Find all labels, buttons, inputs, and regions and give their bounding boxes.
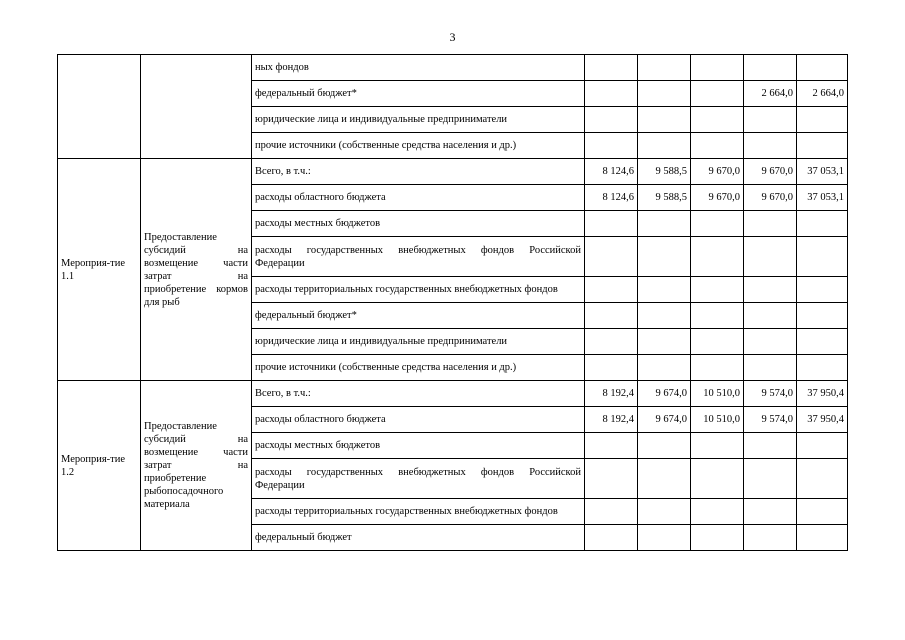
amount-cell: [585, 277, 638, 303]
amount-cell: [638, 433, 691, 459]
amount-cell: [744, 133, 797, 159]
event-cell-text: Мероприя-тие 1.1: [61, 257, 126, 282]
amount-cell: [638, 237, 691, 277]
table-row: [58, 381, 848, 407]
description-cell-text: Предоставление субсидий на возмещение части затрат на приобретение кормов для рыб: [144, 231, 248, 308]
amount-cell: 9 574,0: [744, 381, 797, 407]
amount-cell: [585, 499, 638, 525]
amount-cell: 9 588,5: [638, 185, 691, 211]
amount-cell: 37 053,1: [797, 185, 848, 211]
amount-cell: 10 510,0: [691, 407, 744, 433]
amount-cell: [797, 355, 848, 381]
amount-cell: [638, 107, 691, 133]
funding-source-cell: Всего, в т.ч.:: [252, 381, 585, 407]
amount-cell: [585, 237, 638, 277]
event-cell-text: Мероприя-тие 1.2: [61, 453, 126, 478]
funding-source-cell: расходы областного бюджета: [252, 185, 585, 211]
carryover-description-cell: [141, 55, 252, 159]
amount-cell: [691, 329, 744, 355]
financing-table: [57, 54, 848, 551]
amount-cell: [691, 133, 744, 159]
amount-cell: [638, 355, 691, 381]
funding-source-cell: расходы территориальных государственных внебюджетных фондов: [252, 499, 585, 525]
funding-source-cell: Всего, в т.ч.:: [252, 159, 585, 185]
amount-cell: 9 574,0: [744, 407, 797, 433]
amount-cell: [797, 237, 848, 277]
description-cell: [141, 381, 252, 551]
event-cell: [58, 381, 141, 551]
amount-cell: [744, 107, 797, 133]
amount-cell: 37 950,4: [797, 407, 848, 433]
amount-cell: [797, 211, 848, 237]
funding-source-cell: юридические лица и индивидуальные предприниматели: [252, 329, 585, 355]
amount-cell: [638, 277, 691, 303]
amount-cell: [691, 81, 744, 107]
amount-cell: [638, 303, 691, 329]
amount-cell: [744, 55, 797, 81]
amount-cell: [797, 133, 848, 159]
amount-cell: 9 670,0: [691, 159, 744, 185]
amount-cell: [744, 499, 797, 525]
description-cell-text: Предоставление субсидий на возмещение части затрат на приобретение рыбопосадочного материала: [144, 421, 248, 510]
amount-cell: 9 674,0: [638, 407, 691, 433]
amount-cell: 37 053,1: [797, 159, 848, 185]
amount-cell: [744, 329, 797, 355]
amount-cell: 9 670,0: [744, 159, 797, 185]
amount-cell: 8 192,4: [585, 381, 638, 407]
amount-cell: [797, 499, 848, 525]
amount-cell: [585, 303, 638, 329]
amount-cell: [797, 107, 848, 133]
amount-cell: [691, 55, 744, 81]
amount-cell: [797, 277, 848, 303]
amount-cell: [744, 277, 797, 303]
funding-source-cell: федеральный бюджет*: [252, 303, 585, 329]
amount-cell: 8 124,6: [585, 185, 638, 211]
funding-source-cell: расходы местных бюджетов: [252, 211, 585, 237]
amount-cell: 10 510,0: [691, 381, 744, 407]
amount-cell: [638, 133, 691, 159]
amount-cell: 9 670,0: [744, 185, 797, 211]
amount-cell: [585, 355, 638, 381]
amount-cell: [691, 303, 744, 329]
amount-cell: [797, 303, 848, 329]
amount-cell: [638, 211, 691, 237]
amount-cell: [797, 433, 848, 459]
amount-cell: [744, 303, 797, 329]
amount-cell: [797, 329, 848, 355]
event-cell: [58, 159, 141, 381]
amount-cell: [744, 211, 797, 237]
funding-source-cell: прочие источники (собственные средства населения и др.): [252, 355, 585, 381]
amount-cell: [691, 499, 744, 525]
amount-cell: [585, 459, 638, 499]
amount-cell: 9 670,0: [691, 185, 744, 211]
amount-cell: [585, 329, 638, 355]
amount-cell: 8 192,4: [585, 407, 638, 433]
funding-source-cell: ных фондов: [252, 55, 585, 81]
amount-cell: 2 664,0: [744, 81, 797, 107]
funding-source-cell: прочие источники (собственные средства населения и др.): [252, 133, 585, 159]
table-row: [58, 55, 848, 81]
amount-cell: [585, 133, 638, 159]
amount-cell: [638, 81, 691, 107]
amount-cell: [744, 237, 797, 277]
amount-cell: [691, 211, 744, 237]
funding-source-cell: расходы местных бюджетов: [252, 433, 585, 459]
amount-cell: [744, 433, 797, 459]
amount-cell: [744, 355, 797, 381]
funding-source-cell: расходы государственных внебюджетных фондов Российской Федерации: [252, 459, 585, 499]
carryover-event-cell: [58, 55, 141, 159]
amount-cell: 2 664,0: [797, 81, 848, 107]
amount-cell: 9 588,5: [638, 159, 691, 185]
amount-cell: [638, 499, 691, 525]
amount-cell: [691, 355, 744, 381]
amount-cell: [691, 525, 744, 551]
amount-cell: [797, 55, 848, 81]
funding-source-cell: расходы территориальных государственных внебюджетных фондов: [252, 277, 585, 303]
amount-cell: [691, 107, 744, 133]
funding-source-cell: федеральный бюджет*: [252, 81, 585, 107]
funding-source-cell: расходы областного бюджета: [252, 407, 585, 433]
amount-cell: [691, 459, 744, 499]
amount-cell: [797, 525, 848, 551]
amount-cell: [691, 277, 744, 303]
amount-cell: [744, 525, 797, 551]
amount-cell: [585, 433, 638, 459]
amount-cell: [638, 329, 691, 355]
amount-cell: [585, 107, 638, 133]
amount-cell: [638, 55, 691, 81]
table-body: [58, 55, 848, 551]
funding-source-cell: расходы государственных внебюджетных фондов Российской Федерации: [252, 237, 585, 277]
funding-source-cell: юридические лица и индивидуальные предприниматели: [252, 107, 585, 133]
amount-cell: [585, 211, 638, 237]
funding-source-cell: федеральный бюджет: [252, 525, 585, 551]
amount-cell: 37 950,4: [797, 381, 848, 407]
amount-cell: [691, 433, 744, 459]
amount-cell: [638, 459, 691, 499]
amount-cell: [797, 459, 848, 499]
page-number: 3: [449, 30, 456, 44]
amount-cell: 9 674,0: [638, 381, 691, 407]
amount-cell: [585, 525, 638, 551]
table-row: [58, 159, 848, 185]
amount-cell: [691, 237, 744, 277]
amount-cell: [585, 55, 638, 81]
amount-cell: [744, 459, 797, 499]
amount-cell: [585, 81, 638, 107]
description-cell: [141, 159, 252, 381]
amount-cell: [638, 525, 691, 551]
amount-cell: 8 124,6: [585, 159, 638, 185]
